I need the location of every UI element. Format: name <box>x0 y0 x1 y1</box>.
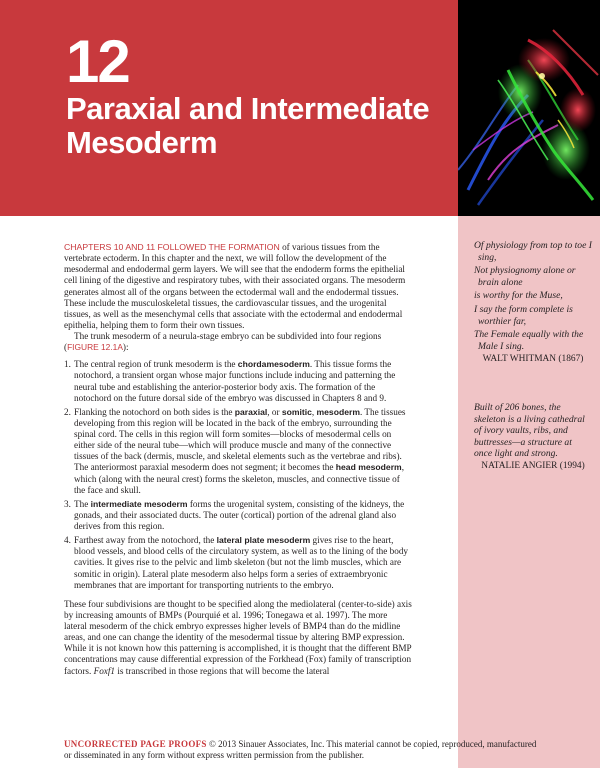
key-term: paraxial <box>234 406 268 417</box>
key-term: mesoderm <box>316 406 360 417</box>
copyright-footer <box>64 739 544 761</box>
intro-lead-in: CHAPTERS 10 AND 11 FOLLOWED THE FORMATION <box>64 242 280 252</box>
key-term: chordamesoderm <box>237 359 310 370</box>
copyright-notice: © 2013 Sinauer Associates, Inc. This material cannot be copied, reproduced, manufactured or disseminated in any form without express written permission from the publisher. <box>64 739 537 760</box>
chapter-header <box>0 0 458 216</box>
main-text <box>64 242 412 677</box>
key-term: somitic <box>281 406 312 417</box>
fluorescent-embryo-image-icon <box>458 0 600 216</box>
epigraph-line: I say the form complete is worthier far, <box>474 303 573 327</box>
figure-reference-link[interactable]: FIGURE 12.1A <box>67 342 123 353</box>
epigraph-line: Of physiology from top to toe I sing, <box>474 240 592 263</box>
list-item: 1. The central region of trunk mesoderm is the chordamesoderm. This tissue forms the notochord, a transient organ whose major functions include inducing and patterning the neural tube and establishing the anterior-posterior body axis. The formation of the notochord on the future dorsal side of the embryo was discussed in Chapters 8 and 9. <box>64 359 396 403</box>
epigraph-attribution: WALT WHITMAN (1867) <box>482 354 584 365</box>
chapter-number: 12 <box>66 28 129 95</box>
key-term: intermediate mesoderm <box>90 498 188 509</box>
key-term: head mesoderm <box>335 462 402 473</box>
gene-name: Foxf1 <box>93 665 116 676</box>
proof-label: UNCORRECTED PAGE PROOFS <box>64 739 207 749</box>
closing-paragraph: These four subdivisions are thought to be specified along the mediolateral (center-to-side) axis by increasing amounts of BMPs (Pourquié et al. 1996; Tonegawa et al. 1997). The more lateral mesoderm of the chick embryo expresses higher levels of BMP4 than do the midline areas, and one can change the identity of the mesodermal tissue by altering BMP expression. While it is not known how this patterning is accomplished, it is thought that the different BMP concentrations may cause differential expression of the Forkhead (Fox) family of transcription factors. Foxf1 is transcribed in those regions that will become the lateral <box>64 598 412 676</box>
epigraph-whitman <box>474 240 592 366</box>
list-item: 4. Farthest away from the notochord, the lateral plate mesoderm gives rise to the heart, blood vessels, and blood cells of the circulatory system, as well as to the lining of the body cavities. It gives rise to the pelvic and limb skeleton (but not the limb muscles, which are somitic in origin). Lateral plate mesoderm also helps form a series of extraembryonic membranes that are important for transporting nutrients to the embryo. <box>64 535 409 590</box>
list-item: 2. Flanking the notochord on both sides is the paraxial, or somitic, mesoderm. The tissues developing from this region will be located in the back of the embryo, surrounding the spinal cord. The cells in this region will form somites—blocks of mesodermal cells on either side of the neural tube—which will produce muscle and many of the connective tissues of the back (dermis, muscle, and skeletal elements such as the vertebrae and ribs). The anteriormost paraxial mesoderm does not segment; it becomes the head mesoderm, which (along with the neural crest) forms the skeleton, muscles, and connective tissue of the face and skull. <box>64 406 406 495</box>
key-term: lateral plate mesoderm <box>216 535 311 546</box>
epigraph-attribution: NATALIE ANGIER (1994) <box>481 460 585 471</box>
epigraph-line: is worthy for the Muse, <box>474 290 563 302</box>
intro-paragraph: CHAPTERS 10 AND 11 FOLLOWED THE FORMATION of various tissues from the vertebrate ectoderm. In this chapter and the next, we will follow the development of the mesodermal and endodermal germ layers. We will see that the endoderm forms the epithelial cell lining of the digestive and respiratory tubes, with their associated organs. The mesoderm generates almost all of the organs between the ectodermal wall and the endodermal tissues. These include the musculoskeletal tissues, the cardiovascular tissues, and the urogenital tissues, as well as the mesenchymal cells that associate with the ectodermal and endodermal epithelia, helping them to form their own tissues. <box>64 242 406 330</box>
chapter-title: Paraxial and Intermediate Mesoderm <box>66 91 430 160</box>
regions-intro-paragraph: The trunk mesoderm of a neurula-stage embryo can be subdivided into four regions (FIGURE 12.1A): <box>64 331 382 353</box>
list-item: 3. The intermediate mesoderm forms the urogenital system, consisting of the kidneys, the gonads, and their associated ducts. The outer (cortical) portion of the adrenal gland also derives from this region. <box>64 498 405 531</box>
chapter-cover-image <box>458 0 600 216</box>
epigraph-angier <box>474 402 592 473</box>
epigraph-line: The Female equally with the Male I sing. <box>474 329 584 352</box>
mesoderm-regions-list <box>64 359 412 591</box>
epigraph-text: Built of 206 bones, the skeleton is a living cathedral of ivory vaults, ribs, and buttresses—a structure at once light and strong. <box>474 402 585 460</box>
epigraph-line: Not physiognomy alone or brain alone <box>474 265 576 288</box>
